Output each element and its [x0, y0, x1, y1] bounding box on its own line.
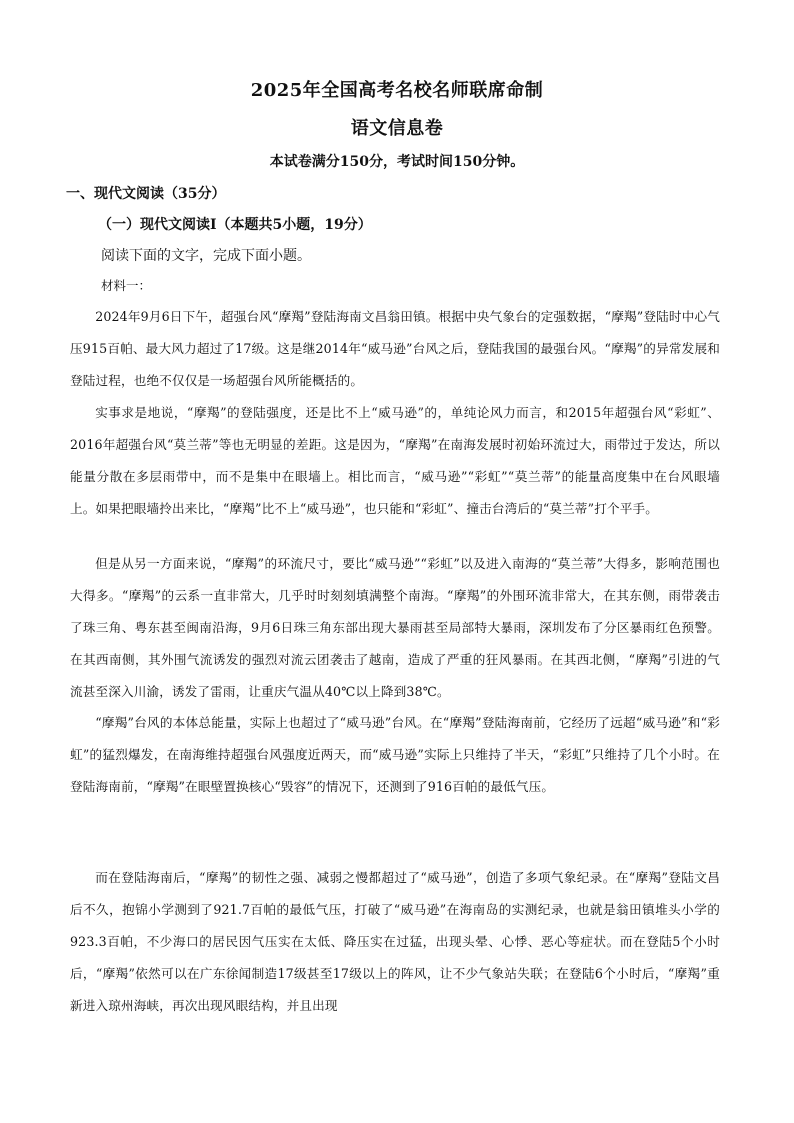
article-paragraph: 而在登陆海南后，“摩羯”的韧性之强、减弱之慢都超过了“威马逊”，创造了多项气象纪录。在“摩羯”登陆文昌后不久，抱锦小学测到了921.7百帕的最低气压，打破了“威马逊”在海南岛的实测纪录，也就是翁田镇堆头小学的923.3百帕，不少海口的居民因气压实在太低、降压实在过猛，出现头晕、心悸、恶心等症状。而在登陆5个小时后，“摩羯”依然可以在广东徐闻制造17级甚至17级以上的阵风，让不少气象站失联；在登陆6个小时后，“摩羯”重新进入琼州海峡，再次出现风眼结构，并且出现 [70, 870, 720, 1013]
section-heading: 一、现代文阅读（35分） [66, 186, 226, 202]
subsection-heading: （一）现代文阅读Ⅰ（本题共5小题，19分） [98, 217, 372, 233]
exam-note: 本试卷满分150分，考试时间150分钟。 [269, 154, 525, 170]
material-label: 材料一： [101, 278, 152, 293]
article-paragraph: 2024年9月6日下午，超强台风“摩羯”登陆海南文昌翁田镇。根据中央气象台的定强数据，“摩羯”登陆时中心气压915百帕、最大风力超过了17级。这是继2014年“威马逊”台风之后，登陆我国的最强台风。“摩羯”的异常发展和登陆过程，也绝不仅仅是一场超强台风所能概括的。 [70, 309, 720, 388]
article-paragraph: “摩羯”台风的本体总能量，实际上也超过了“威马逊”台风。在“摩羯”登陆海南前，它经历了远超“威马逊”和“彩虹”的猛烈爆发，在南海维持超强台风强度近两天，而“威马逊”实际上只维持了半天，“彩虹”只维持了几个小时。在登陆海南前，“摩羯”在眼壁置换核心“毁容”的情况下，还测到了916百帕的最低气压。 [70, 715, 720, 794]
article-paragraph: 但是从另一方面来说，“摩羯”的环流尺寸，要比“威马逊”“彩虹”以及进入南海的“莫兰蒂”大得多，影响范围也大得多。“摩羯”的云系一直非常大，几乎时时刻刻填满整个南海。“摩羯”的外围环流非常大，在其东侧，雨带袭击了珠三角、粤东甚至闽南沿海，9月6日珠三角东部出现大暴雨甚至局部特大暴雨，深圳发布了分区暴雨红色预警。在其西南侧，其外围气流诱发的强烈对流云团袭击了越南，造成了严重的狂风暴雨。在其西北侧，“摩羯”引进的气流甚至深入川渝，诱发了雷雨，让重庆气温从40℃以上降到38℃。 [70, 556, 720, 699]
article-paragraph: 实事求是地说，“摩羯”的登陆强度，还是比不上“威马逊”的，单纯论风力而言，和2015年超强台风“彩虹”、2016年超强台风“莫兰蒂”等也无明显的差距。这是因为，“摩羯”在南海发展时初始环流过大，雨带过于发达，所以能量分散在多层雨带中，而不是集中在眼墙上。相比而言，“威马逊”“彩虹”“莫兰蒂”的能量高度集中在台风眼墙上。如果把眼墙拎出来比，“摩羯”比不上“威马逊”，也只能和“彩虹”、撞击台湾后的“莫兰蒂”打个平手。 [70, 405, 720, 516]
exam-subject-title: 语文信息卷 [350, 118, 444, 139]
exam-title: 2025年全国高考名校名师联席命制 [250, 80, 544, 101]
reading-instruction: 阅读下面的文字，完成下面小题。 [101, 248, 311, 264]
